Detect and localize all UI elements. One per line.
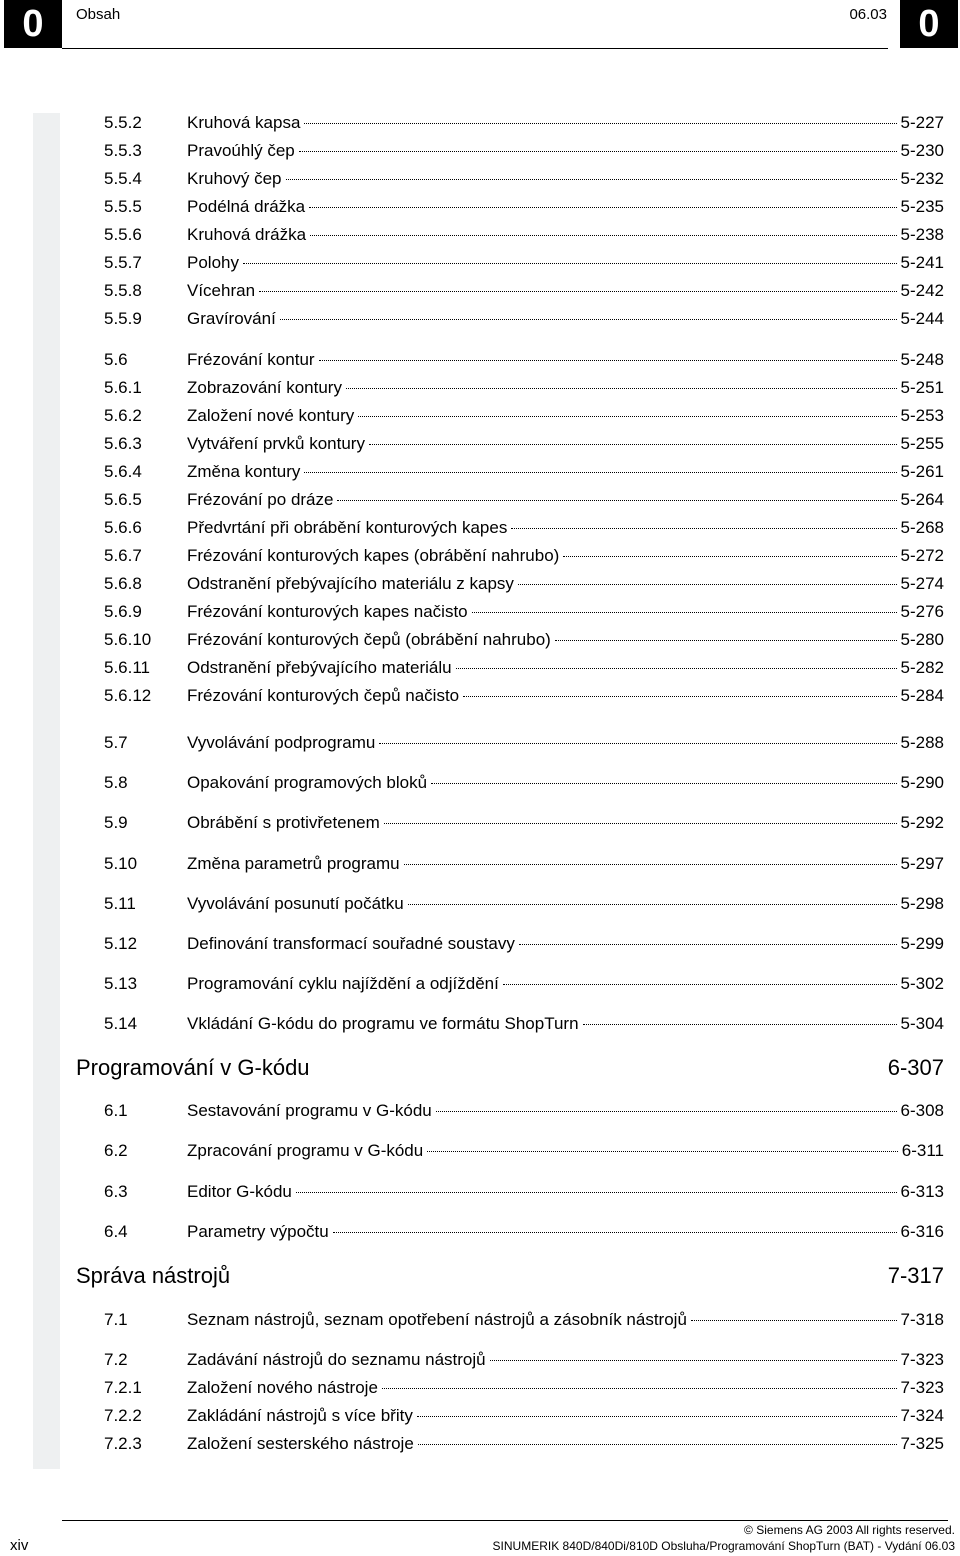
toc-dot-leader — [337, 500, 896, 501]
toc-entry-title: Vytváření prvků kontury — [187, 434, 365, 453]
toc-dot-leader — [382, 1388, 897, 1389]
toc-entry-page: 5-235 — [900, 197, 944, 216]
toc-entry[interactable] — [104, 169, 944, 195]
toc-entry[interactable] — [104, 1434, 944, 1460]
toc-dot-leader — [417, 1416, 897, 1417]
toc-dot-leader — [286, 179, 897, 180]
toc-entry-number: 7.2 — [104, 1350, 128, 1369]
toc-entry-number: 5.8 — [104, 773, 128, 792]
toc-entry-title: Vkládání G-kódu do programu ve formátu ShopTurn — [187, 1014, 579, 1033]
toc-dot-leader — [304, 472, 896, 473]
toc-entry-title: Programování cyklu najíždění a odjíždění — [187, 974, 499, 993]
toc-entry[interactable] — [104, 574, 944, 600]
toc-entry-title: Obrábění s protivřetenem — [187, 813, 380, 832]
toc-entry-number: 5.6.3 — [104, 434, 142, 453]
toc-chapter[interactable] — [76, 1263, 944, 1295]
toc-dot-leader — [319, 360, 897, 361]
toc-entry[interactable] — [104, 490, 944, 516]
toc-dot-leader — [384, 823, 897, 824]
toc-entry[interactable] — [104, 813, 944, 839]
toc-entry[interactable] — [104, 406, 944, 432]
toc-entry-number: 6.2 — [104, 1141, 128, 1160]
page-number: xiv — [10, 1537, 29, 1554]
toc-entry-title: Zobrazování kontury — [187, 378, 342, 397]
toc-entry-title: Frézování konturových kapes načisto — [187, 602, 468, 621]
toc-entry[interactable] — [104, 434, 944, 460]
toc-entry-number: 7.2.1 — [104, 1378, 142, 1397]
toc-entry-page: 5-274 — [900, 574, 944, 593]
toc-dot-leader — [463, 696, 896, 697]
toc-dot-leader — [299, 151, 897, 152]
toc-entry-number: 5.6.8 — [104, 574, 142, 593]
toc-entry-title: Kruhový čep — [187, 169, 282, 188]
toc-entry-number: 5.5.5 — [104, 197, 142, 216]
toc-entry-page: 7-325 — [900, 1434, 944, 1453]
toc-entry-page: 5-284 — [900, 686, 944, 705]
toc-entry[interactable] — [104, 894, 944, 920]
toc-entry-title: Zakládání nástrojů s více břity — [187, 1406, 413, 1425]
toc-dot-leader — [418, 1444, 897, 1445]
toc-entry-title: Podélná drážka — [187, 197, 306, 216]
toc-entry-title: Vyvolávání podprogramu — [187, 733, 376, 752]
toc-dot-leader — [456, 668, 897, 669]
toc-entry-title: Kruhová drážka — [187, 225, 307, 244]
toc-dot-leader — [519, 944, 897, 945]
toc-entry[interactable] — [104, 658, 944, 684]
toc-entry-number: 5.6.1 — [104, 378, 142, 397]
toc-dot-leader — [436, 1111, 897, 1112]
toc-entry[interactable] — [104, 1406, 944, 1432]
toc-entry-number: 5.5.9 — [104, 309, 142, 328]
toc-entry[interactable] — [104, 974, 944, 1000]
toc-entry-number: 5.6.5 — [104, 490, 142, 509]
toc-entry-title: Frézování konturových čepů (obrábění nahrubo) — [187, 630, 551, 649]
toc-entry[interactable] — [104, 686, 944, 712]
toc-entry-number: 5.11 — [104, 894, 136, 913]
toc-dot-leader — [346, 388, 897, 389]
toc-entry-page: 5-297 — [900, 854, 944, 873]
chapter-number-right: 0 — [900, 0, 958, 48]
toc-dot-leader — [431, 783, 896, 784]
toc-entry-number: 5.6 — [104, 350, 128, 369]
toc-entry-title: Kruhová kapsa — [187, 113, 301, 132]
toc-entry[interactable] — [104, 1141, 944, 1167]
toc-entry[interactable] — [104, 1310, 944, 1336]
toc-entry-page: 5-251 — [900, 378, 944, 397]
header-title: Obsah — [76, 6, 121, 23]
toc-entry-number: 7.2.2 — [104, 1406, 142, 1425]
toc-entry-title: Odstranění přebývajícího materiálu — [187, 658, 452, 677]
toc-entry-page: 5-242 — [900, 281, 944, 300]
toc-chapter-title: Programování v G-kódu — [76, 1055, 310, 1080]
toc-entry-number: 7.2.3 — [104, 1434, 142, 1453]
toc-entry-title: Založení nového nástroje — [187, 1378, 378, 1397]
toc-entry-page: 5-292 — [900, 813, 944, 832]
toc-entry-page: 7-323 — [900, 1378, 944, 1397]
footer-document-title: SINUMERIK 840D/840Di/810D Obsluha/Programování ShopTurn (BAT) - Vydání 06.03 — [492, 1539, 955, 1553]
toc-entry-page: 5-227 — [900, 113, 944, 132]
toc-entry-page: 5-253 — [900, 406, 944, 425]
footer-rule — [62, 1520, 948, 1521]
toc-entry-page: 6-313 — [900, 1182, 944, 1201]
toc-entry-page: 5-241 — [900, 253, 944, 272]
footer-copyright: © Siemens AG 2003 All rights reserved. — [744, 1523, 955, 1537]
toc-dot-leader — [358, 416, 896, 417]
toc-dot-leader — [404, 864, 897, 865]
toc-dot-leader — [691, 1320, 897, 1321]
toc-entry-number: 5.5.8 — [104, 281, 142, 300]
toc-entry[interactable] — [104, 1101, 944, 1127]
toc-entry[interactable] — [104, 1182, 944, 1208]
toc-entry-title: Změna kontury — [187, 462, 301, 481]
toc-entry-page: 5-230 — [900, 141, 944, 160]
toc-entry-title: Založení sesterského nástroje — [187, 1434, 414, 1453]
toc-entry[interactable] — [104, 281, 944, 307]
toc-dot-leader — [408, 904, 897, 905]
toc-entry-number: 5.7 — [104, 733, 128, 752]
toc-dot-leader — [369, 444, 897, 445]
toc-entry-number: 5.6.6 — [104, 518, 142, 537]
header-date: 06.03 — [849, 6, 887, 23]
toc-entry-title: Zadávání nástrojů do seznamu nástrojů — [187, 1350, 486, 1369]
toc-entry-number: 5.6.12 — [104, 686, 152, 705]
toc-entry-title: Editor G-kódu — [187, 1182, 292, 1201]
toc-entry[interactable] — [104, 934, 944, 960]
toc-entry-page: 5-272 — [900, 546, 944, 565]
toc-entry[interactable] — [104, 1014, 944, 1040]
toc-entry-page: 5-244 — [900, 309, 944, 328]
toc-dot-leader — [379, 743, 896, 744]
toc-entry-title: Vícehran — [187, 281, 256, 300]
toc-entry-title: Založení nové kontury — [187, 406, 355, 425]
toc-entry-title: Změna parametrů programu — [187, 854, 400, 873]
toc-entry[interactable] — [104, 1222, 944, 1248]
toc-entry-title: Frézování konturových čepů načisto — [187, 686, 460, 705]
toc-entry-title: Předvrtání při obrábění konturových kapes — [187, 518, 508, 537]
toc-entry-title: Opakování programových bloků — [187, 773, 428, 792]
toc-entry[interactable] — [104, 602, 944, 628]
toc-entry[interactable] — [104, 546, 944, 572]
toc-entry-page: 5-302 — [900, 974, 944, 993]
toc-entry-number: 7.1 — [104, 1310, 128, 1329]
toc-entry-number: 5.12 — [104, 934, 138, 953]
toc-entry[interactable] — [104, 350, 944, 376]
toc-entry-title: Parametry výpočtu — [187, 1222, 329, 1241]
toc-dot-leader — [503, 984, 897, 985]
toc-entry-number: 5.5.4 — [104, 169, 142, 188]
toc-entry-number: 5.6.9 — [104, 602, 142, 621]
toc-dot-leader — [511, 528, 896, 529]
toc-entry-title: Seznam nástrojů, seznam opotřebení nástrojů a zásobník nástrojů — [187, 1310, 687, 1329]
toc-entry-number: 5.6.2 — [104, 406, 142, 425]
toc-entry-number: 5.5.2 — [104, 113, 142, 132]
toc-dot-leader — [310, 235, 896, 236]
toc-entry-title: Frézování po dráze — [187, 490, 334, 509]
toc-dot-leader — [243, 263, 897, 264]
toc-entry[interactable] — [104, 113, 944, 139]
toc-entry-page: 5-232 — [900, 169, 944, 188]
toc-entry-number: 6.1 — [104, 1101, 128, 1120]
toc-entry-title: Sestavování programu v G-kódu — [187, 1101, 432, 1120]
toc-entry-number: 5.5.3 — [104, 141, 142, 160]
toc-entry-page: 6-316 — [900, 1222, 944, 1241]
toc-dot-leader — [555, 640, 897, 641]
toc-entry-page: 5-255 — [900, 434, 944, 453]
toc-entry-page: 5-276 — [900, 602, 944, 621]
toc-entry-number: 5.5.7 — [104, 253, 142, 272]
header-rule — [62, 48, 888, 49]
toc-entry-page: 7-323 — [900, 1350, 944, 1369]
toc-entry-number: 5.10 — [104, 854, 138, 873]
toc-chapter[interactable] — [76, 1055, 944, 1087]
toc-dot-leader — [304, 123, 896, 124]
toc-entry[interactable] — [104, 462, 944, 488]
toc-entry-title: Vyvolávání posunutí počátku — [187, 894, 404, 913]
toc-entry-number: 5.9 — [104, 813, 128, 832]
toc-entry-number: 5.5.6 — [104, 225, 142, 244]
toc-entry-page: 5-268 — [900, 518, 944, 537]
toc-entry-page: 5-288 — [900, 733, 944, 752]
toc-entry-title: Definování transformací souřadné soustavy — [187, 934, 515, 953]
toc-chapter-title: Správa nástrojů — [76, 1263, 231, 1288]
toc-entry-page: 5-280 — [900, 630, 944, 649]
toc-entry-number: 6.3 — [104, 1182, 128, 1201]
toc-dot-leader — [518, 584, 897, 585]
toc-entry-number: 5.14 — [104, 1014, 138, 1033]
toc-dot-leader — [427, 1151, 898, 1152]
toc-dot-leader — [583, 1024, 897, 1025]
toc-entry[interactable] — [104, 773, 944, 799]
toc-entry-title: Pravoúhlý čep — [187, 141, 295, 160]
toc-chapter-page: 6-307 — [887, 1055, 944, 1080]
toc-entry[interactable] — [104, 1350, 944, 1376]
toc-dot-leader — [563, 556, 896, 557]
toc-entry-number: 5.6.10 — [104, 630, 152, 649]
toc-entry-page: 5-248 — [900, 350, 944, 369]
toc-entry-page: 5-238 — [900, 225, 944, 244]
toc-dot-leader — [472, 612, 897, 613]
toc-dot-leader — [490, 1360, 897, 1361]
toc-entry[interactable] — [104, 854, 944, 880]
toc-entry[interactable] — [104, 309, 944, 335]
toc-chapter-page: 7-317 — [887, 1263, 944, 1288]
toc-dot-leader — [296, 1192, 897, 1193]
toc-entry-number: 5.13 — [104, 974, 138, 993]
toc-entry[interactable] — [104, 733, 944, 759]
toc-entry[interactable] — [104, 225, 944, 251]
toc-entry[interactable] — [104, 1378, 944, 1404]
toc-entry[interactable] — [104, 518, 944, 544]
toc-dot-leader — [309, 207, 896, 208]
toc-entry-page: 7-324 — [900, 1406, 944, 1425]
toc-entry-page: 5-299 — [900, 934, 944, 953]
toc-entry-page: 6-311 — [901, 1141, 944, 1160]
toc-entry-number: 5.6.7 — [104, 546, 142, 565]
toc-entry[interactable] — [104, 253, 944, 279]
toc-entry-number: 6.4 — [104, 1222, 128, 1241]
toc-entry-page: 6-308 — [900, 1101, 944, 1120]
toc-entry-page: 5-282 — [900, 658, 944, 677]
toc-entry[interactable] — [104, 630, 944, 656]
toc-entry-page: 5-304 — [900, 1014, 944, 1033]
toc-entry-title: Gravírování — [187, 309, 276, 328]
margin-band — [33, 113, 60, 1469]
toc-entry-number: 5.6.11 — [104, 658, 151, 677]
toc-dot-leader — [333, 1232, 897, 1233]
toc-entry-page: 5-298 — [900, 894, 944, 913]
toc-entry-title: Frézování kontur — [187, 350, 315, 369]
toc-entry-page: 7-318 — [900, 1310, 944, 1329]
toc-dot-leader — [280, 319, 897, 320]
chapter-number-left: 0 — [4, 0, 62, 48]
toc-entry[interactable] — [104, 378, 944, 404]
toc-entry-title: Zpracování programu v G-kódu — [187, 1141, 424, 1160]
toc-entry[interactable] — [104, 197, 944, 223]
toc-entry-title: Frézování konturových kapes (obrábění nahrubo) — [187, 546, 560, 565]
toc-entry-number: 5.6.4 — [104, 462, 142, 481]
toc-entry-title: Odstranění přebývajícího materiálu z kapsy — [187, 574, 514, 593]
toc-dot-leader — [259, 291, 896, 292]
toc-entry[interactable] — [104, 141, 944, 167]
toc-entry-page: 5-261 — [900, 462, 944, 481]
toc-entry-title: Polohy — [187, 253, 239, 272]
toc-entry-page: 5-290 — [900, 773, 944, 792]
toc-entry-page: 5-264 — [900, 490, 944, 509]
